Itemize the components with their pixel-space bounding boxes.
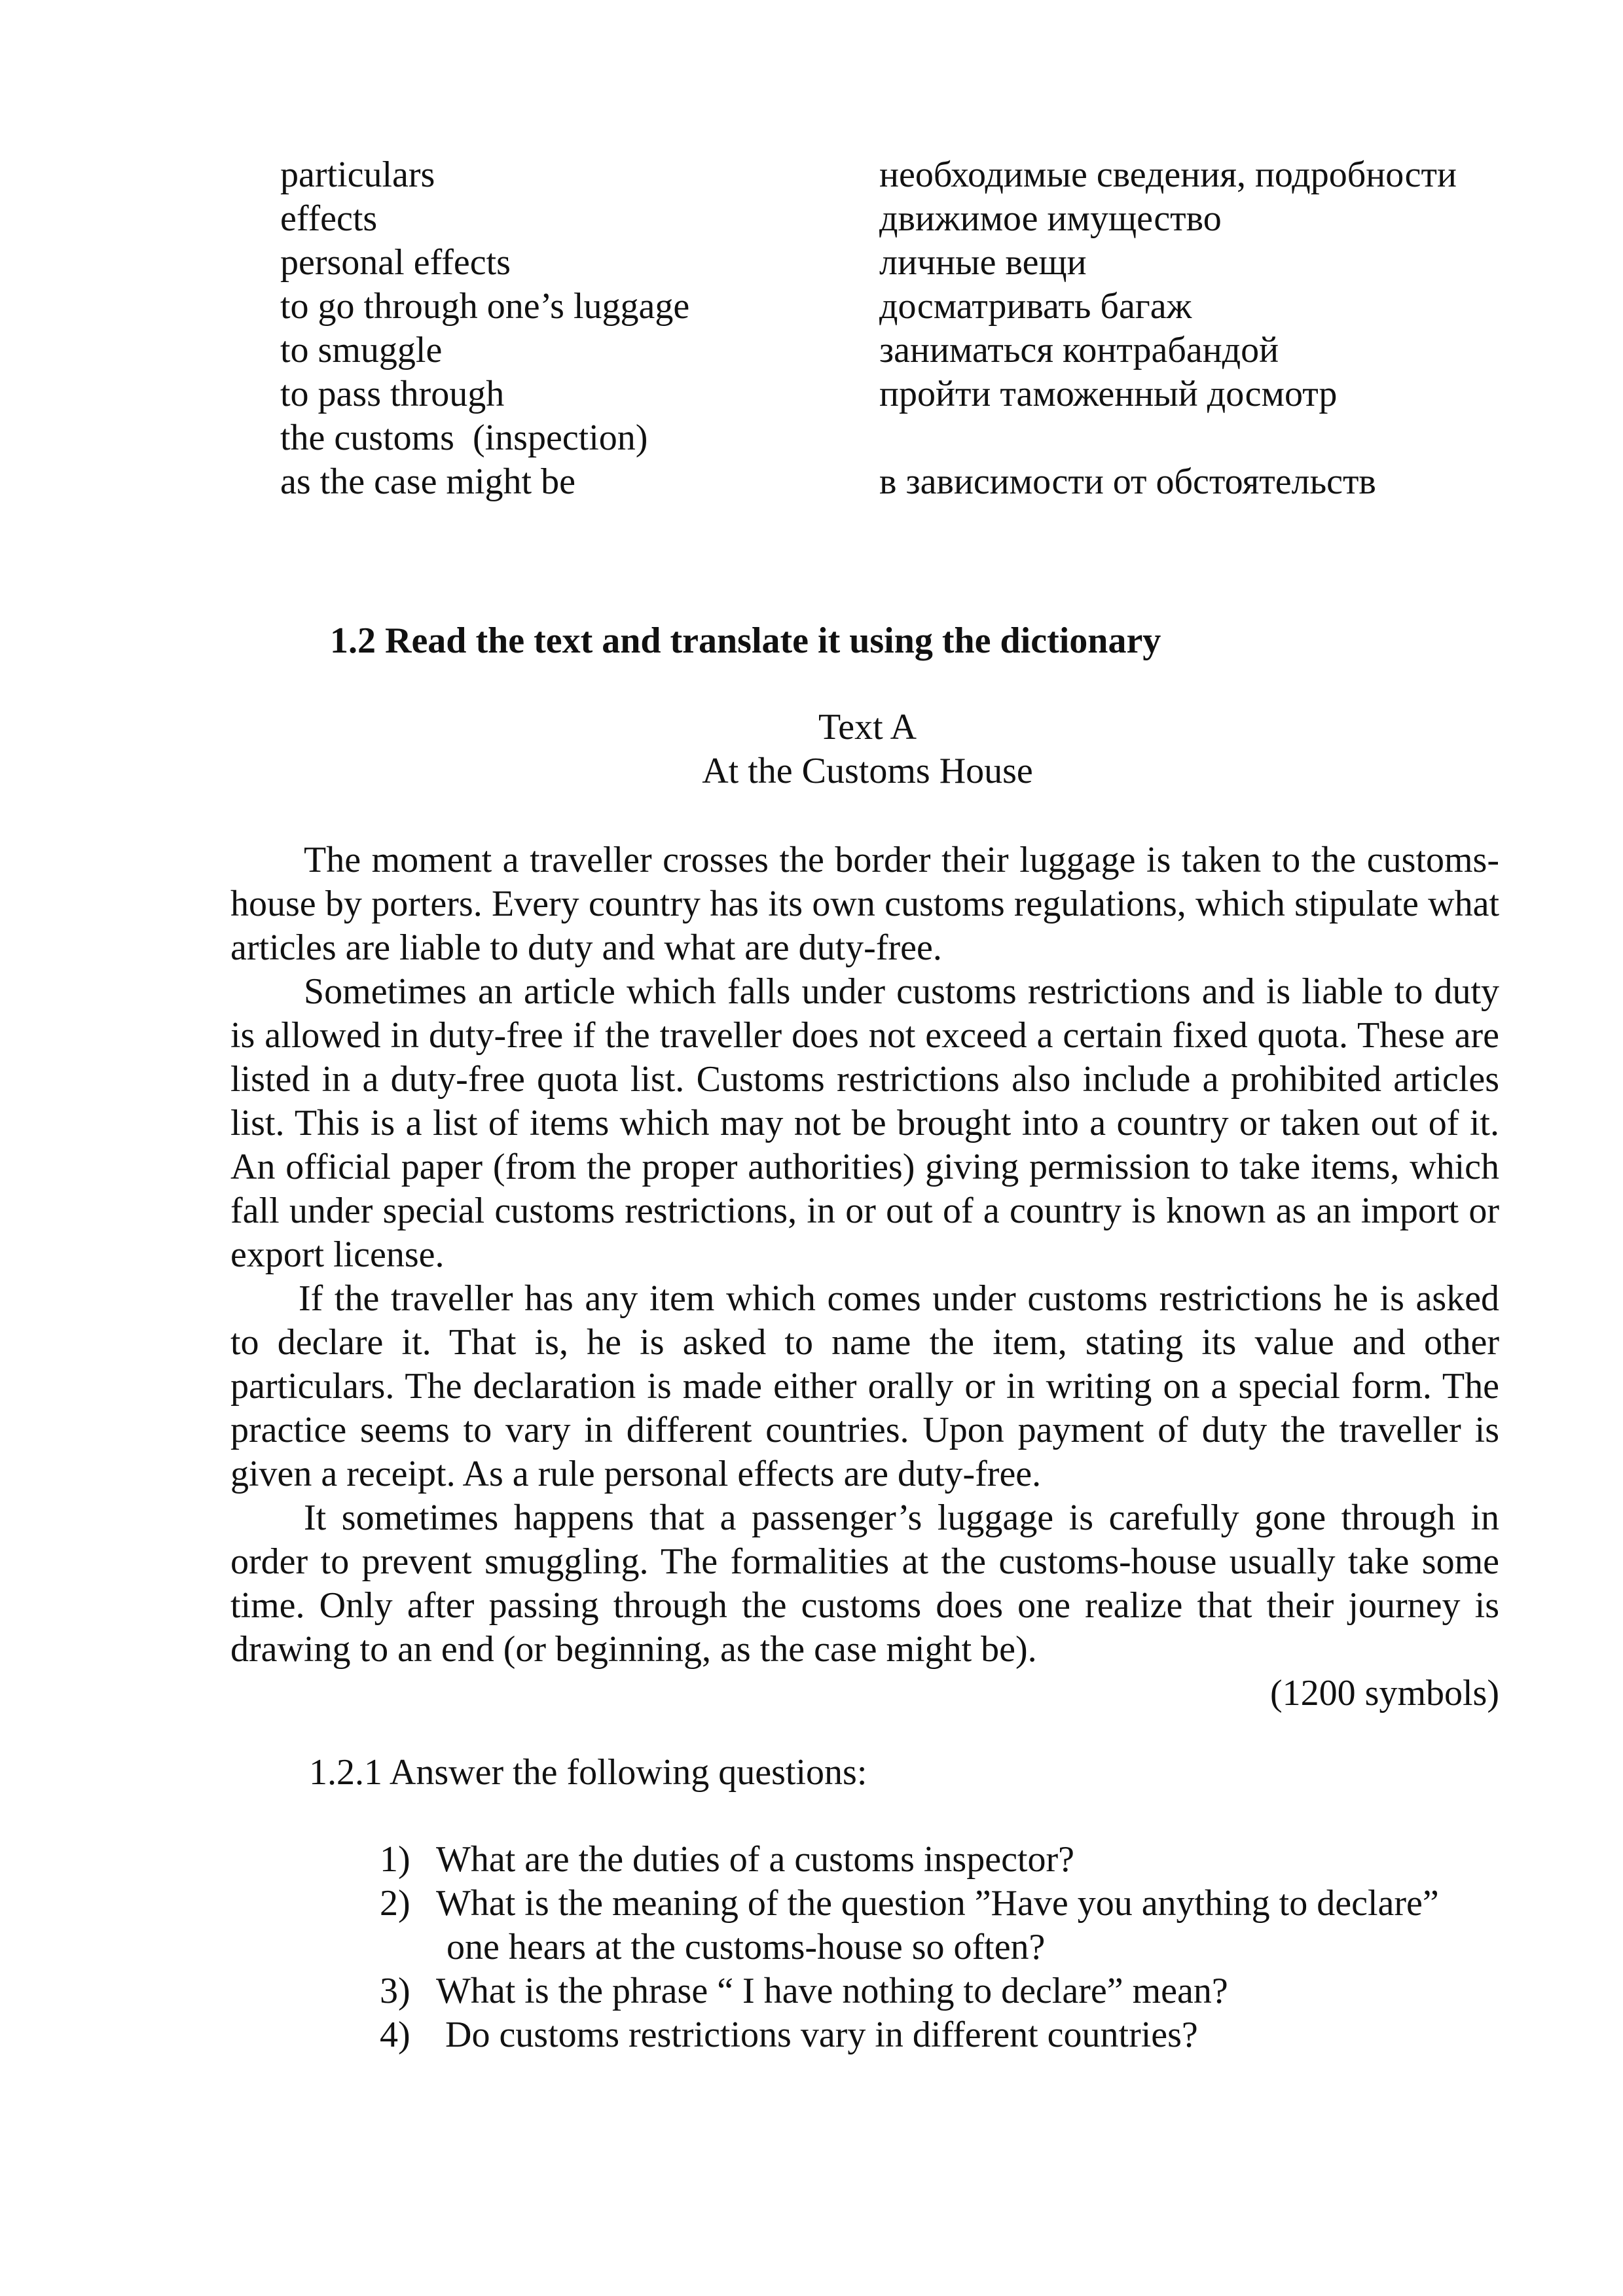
question-item — [380, 2013, 1506, 2057]
vocabulary-term: effects — [280, 198, 378, 239]
paragraph: The moment a traveller crosses the border their luggage is taken to the customs-house by porters. Every country has its own customs regulations, which stipulate what articles are liable to duty and what are duty-free. — [230, 840, 1499, 968]
paragraph: Sometimes an article which falls under customs restrictions and is liable to duty is allowed in duty-free if the traveller does not exceed a certain fixed quota. These are listed in a duty-free quota list. Customs restrictions also include a prohibited articles list. This is a list of items which may not be brought into a country or taken out of it. An official paper (from the proper authorities) giving permission to take items, which fall under special customs restrictions, in or out of a country is known as an import or export license. — [230, 971, 1499, 1275]
vocabulary-row — [280, 460, 1524, 504]
vocabulary-translation: личные вещи — [879, 242, 1087, 283]
question-item — [380, 1838, 1506, 1882]
vocabulary-term: personal effects — [280, 242, 511, 283]
paragraph: It sometimes happens that a passenger’s luggage is carefully gone through in order to prevent smuggling. The formalities at the customs-house usually take some time. Only after passing through the customs does one realize that their journey is drawing to an end (or beginning, as the case might be). — [230, 1498, 1499, 1670]
paragraph: If the traveller has any item which comes under customs restrictions he is asked to declare it. That is, he is asked to name the item, stating its value and other particulars. The declaration is made either orally or in writing on a special form. The practice seems to vary in different countries. Upon payment of duty the traveller is given a receipt. As a rule personal effects are duty-free. — [230, 1278, 1499, 1494]
vocabulary-translation: заниматься контрабандой — [879, 330, 1279, 370]
question-item — [380, 1882, 1506, 1969]
text-label: Text A — [818, 707, 917, 747]
vocabulary-row — [280, 241, 1524, 285]
vocabulary-term: the customs (inspection) — [280, 418, 648, 458]
question-text-continuation: one hears at the customs-house so often? — [447, 1927, 1046, 1967]
section-heading: 1.2 Read the text and translate it using the dictionary — [330, 620, 1161, 661]
vocabulary-row — [280, 285, 1524, 329]
vocabulary-list — [280, 153, 1524, 504]
question-text: What is the meaning of the question ”Have you anything to declare” — [436, 1883, 1439, 1924]
questions-heading: 1.2.1 Answer the following questions: — [309, 1752, 867, 1793]
vocabulary-row — [280, 153, 1524, 197]
question-text: What is the phrase “ I have nothing to declare” mean? — [436, 1971, 1228, 2011]
vocabulary-row — [280, 329, 1524, 372]
vocabulary-term: to smuggle — [280, 330, 443, 370]
question-number: 4) — [380, 2015, 410, 2055]
vocabulary-row — [280, 416, 1524, 460]
symbols-count: (1200 symbols) — [1270, 1673, 1499, 1713]
question-number: 2) — [380, 1883, 410, 1924]
vocabulary-term: to pass through — [280, 374, 505, 414]
vocabulary-translation: движимое имущество — [879, 198, 1222, 239]
question-number: 3) — [380, 1971, 410, 2011]
vocabulary-row — [280, 372, 1524, 416]
vocabulary-translation: пройти таможенный досмотр — [879, 374, 1338, 414]
vocabulary-term: particulars — [280, 154, 435, 195]
vocabulary-translation: в зависимости от обстоятельств — [879, 461, 1376, 502]
text-title: At the Customs House — [702, 751, 1033, 791]
vocabulary-translation: досматривать багаж — [879, 286, 1192, 327]
question-text: Do customs restrictions vary in different countries? — [436, 2015, 1198, 2055]
vocabulary-term: to go through one’s luggage — [280, 286, 690, 327]
question-item — [380, 1969, 1506, 2013]
vocabulary-term: as the case might be — [280, 461, 575, 502]
questions-list — [380, 1838, 1506, 2057]
body-text — [230, 838, 1499, 1715]
vocabulary-row — [280, 197, 1524, 241]
question-text: What are the duties of a customs inspector? — [436, 1839, 1074, 1880]
vocabulary-translation: необходимые сведения, подробности — [879, 154, 1457, 195]
question-number: 1) — [380, 1839, 410, 1880]
